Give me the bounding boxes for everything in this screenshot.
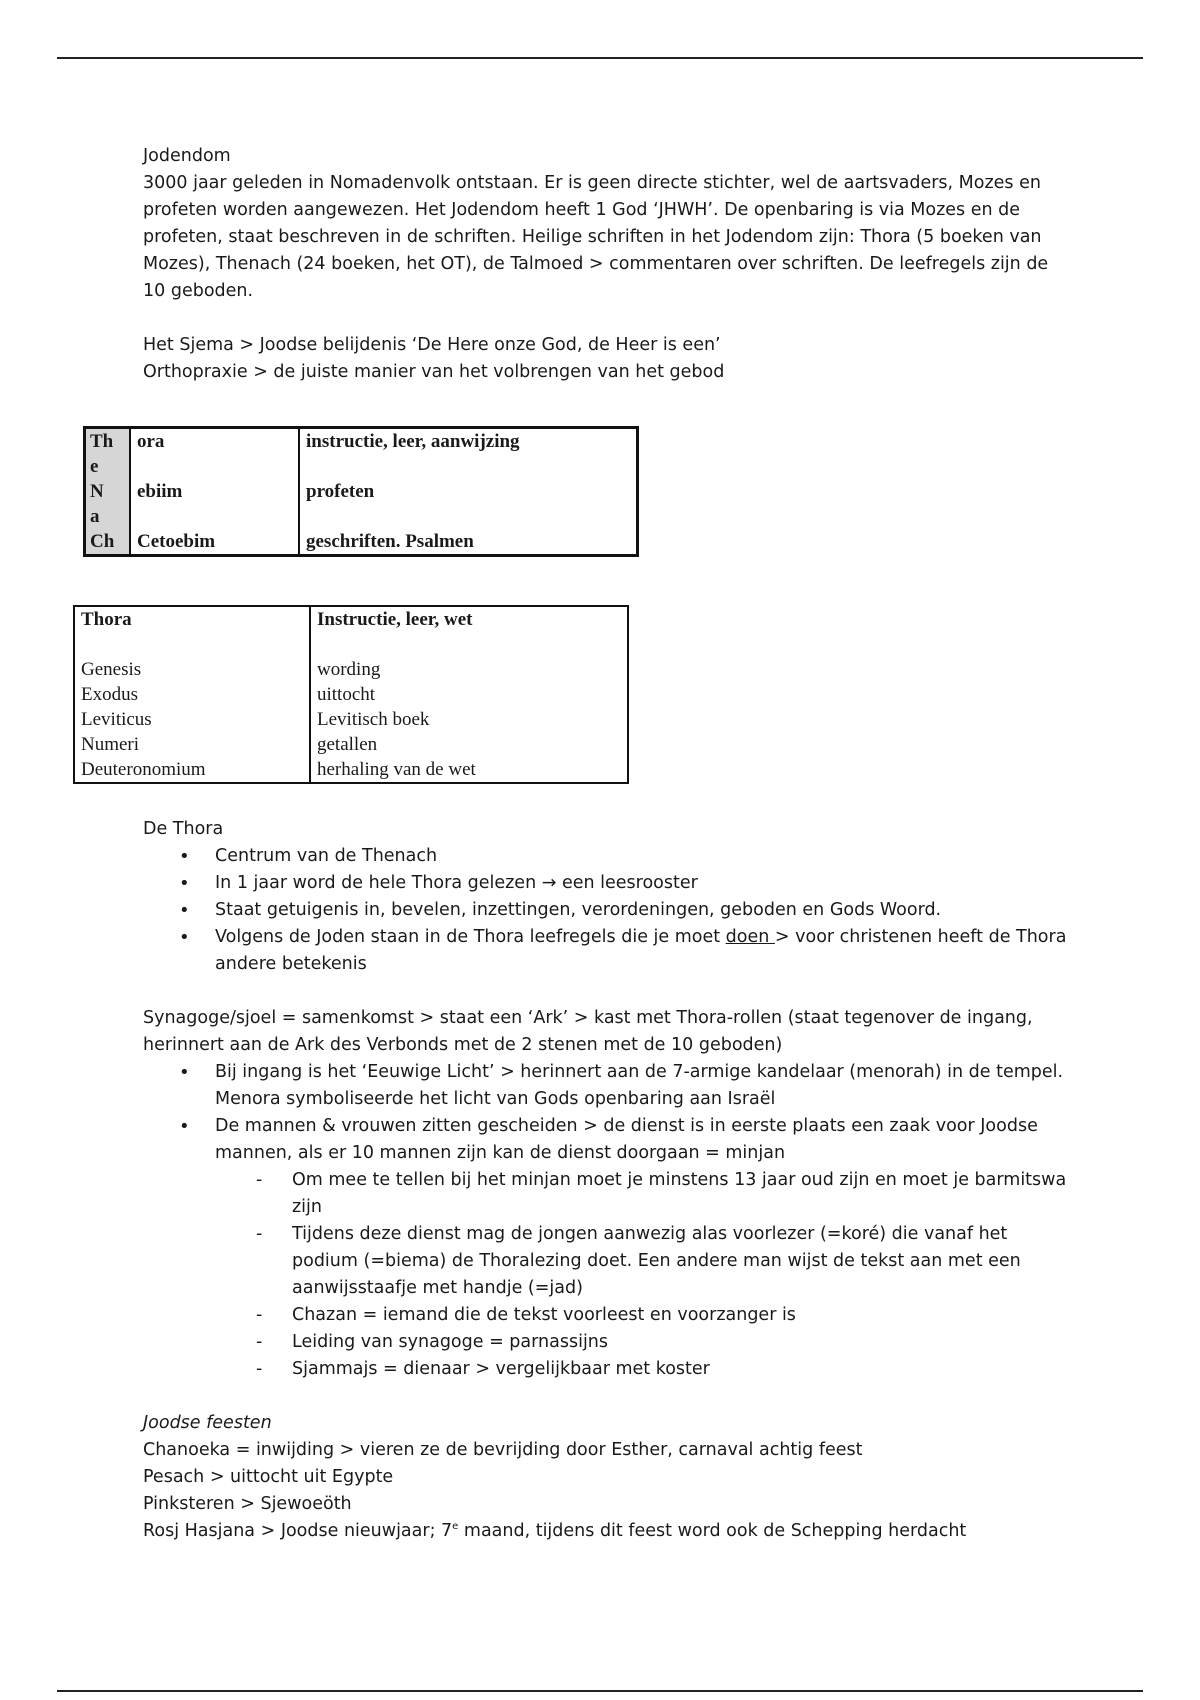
section-title-joodse-feesten: Joodse feesten xyxy=(143,1413,272,1433)
synagoge-intro: Synagoge/sjoel = samenkomst > staat een ‘Ark’ > kast met Thora-rollen (staat tegenover de ingang, herinnert aan de Ark des Verbonds met de 2 stenen met de 10 geboden) xyxy=(143,1008,1033,1055)
list-item: • Centrum van de Thenach xyxy=(143,843,1073,870)
thenach-meaning: profeten xyxy=(306,481,375,502)
section-title-de-thora: De Thora xyxy=(143,819,224,839)
synagoge-list xyxy=(143,1059,1073,1167)
header-rule xyxy=(57,57,1143,59)
feest-line: Chanoeka = inwijding > vieren ze de bevrijding door Esther, carnaval achtig feest xyxy=(143,1440,863,1460)
list-item: • Bij ingang is het ‘Eeuwige Licht’ > herinnert aan de 7-armige kandelaar (menorah) in de tempel. Menora symboliseerde het licht van Gods openbaring aan Israël xyxy=(143,1059,1073,1113)
thora-book: Exodus xyxy=(81,684,138,705)
orthopraxie-line: Orthopraxie > de juiste manier van het volbrengen van het gebod xyxy=(143,362,725,382)
section-title-jodendom: Jodendom xyxy=(143,146,231,166)
list-item-text: > voor christenen heeft de Thora andere betekenis xyxy=(215,927,1067,974)
thenach-letters-cell xyxy=(85,428,131,556)
thora-books-cell xyxy=(74,606,310,783)
thenach-name: ebiim xyxy=(137,481,183,502)
thora-books-table xyxy=(73,605,629,784)
de-thora-list xyxy=(143,843,1073,978)
footer-rule xyxy=(57,1690,1143,1692)
thenach-letter: Th xyxy=(90,431,114,452)
thora-book: Deuteronomium xyxy=(81,759,206,780)
thenach-name: Cetoebim xyxy=(137,531,216,552)
thora-book: Genesis xyxy=(81,659,142,680)
intro-section xyxy=(143,143,1073,386)
sjema-line: Het Sjema > Joodse belijdenis ‘De Here onze God, de Heer is een’ xyxy=(143,335,721,355)
feest-line xyxy=(143,1518,1073,1545)
thora-meaning: getallen xyxy=(317,734,378,755)
thora-table-header-left: Thora xyxy=(81,609,132,630)
thora-meaning: Levitisch boek xyxy=(317,709,430,730)
thenach-letter: a xyxy=(90,506,100,527)
sub-list-item: - Chazan = iemand die de tekst voorleest en voorzanger is xyxy=(143,1302,1073,1329)
thora-book: Numeri xyxy=(81,734,140,755)
sub-list-item: - Om mee te tellen bij het minjan moet je minstens 13 jaar oud zijn en moet je barmitswa zijn xyxy=(143,1167,1073,1221)
list-item: • In 1 jaar word de hele Thora gelezen → een leesrooster xyxy=(143,870,1073,897)
thenach-letter: Ch xyxy=(90,531,115,552)
feest-line: Pinksteren > Sjewoeöth xyxy=(143,1494,352,1514)
thenach-name: ora xyxy=(137,431,165,452)
superscript: e xyxy=(452,1521,459,1533)
thenach-names-cell xyxy=(130,428,299,556)
thora-meaning: wording xyxy=(317,659,381,680)
thenach-meaning: geschriften. Psalmen xyxy=(306,531,474,552)
thenach-letter: e xyxy=(90,456,99,477)
list-item xyxy=(143,1113,1073,1167)
main-section xyxy=(143,816,1073,1545)
thenach-letter: N xyxy=(90,481,104,502)
list-item xyxy=(143,924,1073,978)
list-item: • Staat getuigenis in, bevelen, inzettingen, verordeningen, geboden en Gods Woord. xyxy=(143,897,1073,924)
sub-list-item: - Tijdens deze dienst mag de jongen aanwezig alas voorlezer (=koré) die vanaf het podium (=biema) de Thoralezing doet. Een andere man wijst de tekst aan met een aanwijsstaafje met handje (=jad) xyxy=(143,1221,1073,1302)
intro-paragraph: 3000 jaar geleden in Nomadenvolk ontstaan. Er is geen directe stichter, wel de aartsvaders, Mozes en profeten worden aangewezen. Het Jodendom heeft 1 God ‘JHWH’. De openbaring is via Mozes en de profeten, staat beschreven in de schriften. Heilige schriften in het Jodendom zijn: Thora (5 boeken van Mozes), Thenach (24 boeken, het OT), de Talmoed > commentaren over schriften. De leefregels zijn de 10 geboden. xyxy=(143,173,1049,301)
sub-list-item: - Leiding van synagoge = parnassijns xyxy=(143,1329,1073,1356)
thora-meaning: uittocht xyxy=(317,684,376,705)
thora-meaning: herhaling van de wet xyxy=(317,759,476,780)
thora-table-header-right: Instructie, leer, wet xyxy=(317,609,473,630)
minjan-sublist xyxy=(143,1167,1073,1383)
list-item-text: De mannen & vrouwen zitten gescheiden > de dienst is in eerste plaats een zaak voor Joodse mannen, als er 10 mannen zijn kan de dienst doorgaan = minjan xyxy=(215,1116,1038,1163)
underlined-word: doen xyxy=(725,927,775,947)
thenach-table xyxy=(83,426,639,557)
thora-meanings-cell xyxy=(310,606,628,783)
thenach-meaning: instructie, leer, aanwijzing xyxy=(306,431,520,452)
feest-text: Rosj Hasjana > Joodse nieuwjaar; 7 xyxy=(143,1521,453,1541)
thora-book: Leviticus xyxy=(81,709,152,730)
feest-line: Pesach > uittocht uit Egypte xyxy=(143,1467,394,1487)
sub-list-item: - Sjammajs = dienaar > vergelijkbaar met koster xyxy=(143,1356,1073,1383)
thenach-meanings-cell xyxy=(299,428,638,556)
list-item-text: Volgens de Joden staan in de Thora leefregels die je moet xyxy=(215,927,726,947)
feest-text: maand, tijdens dit feest word ook de Schepping herdacht xyxy=(458,1521,967,1541)
